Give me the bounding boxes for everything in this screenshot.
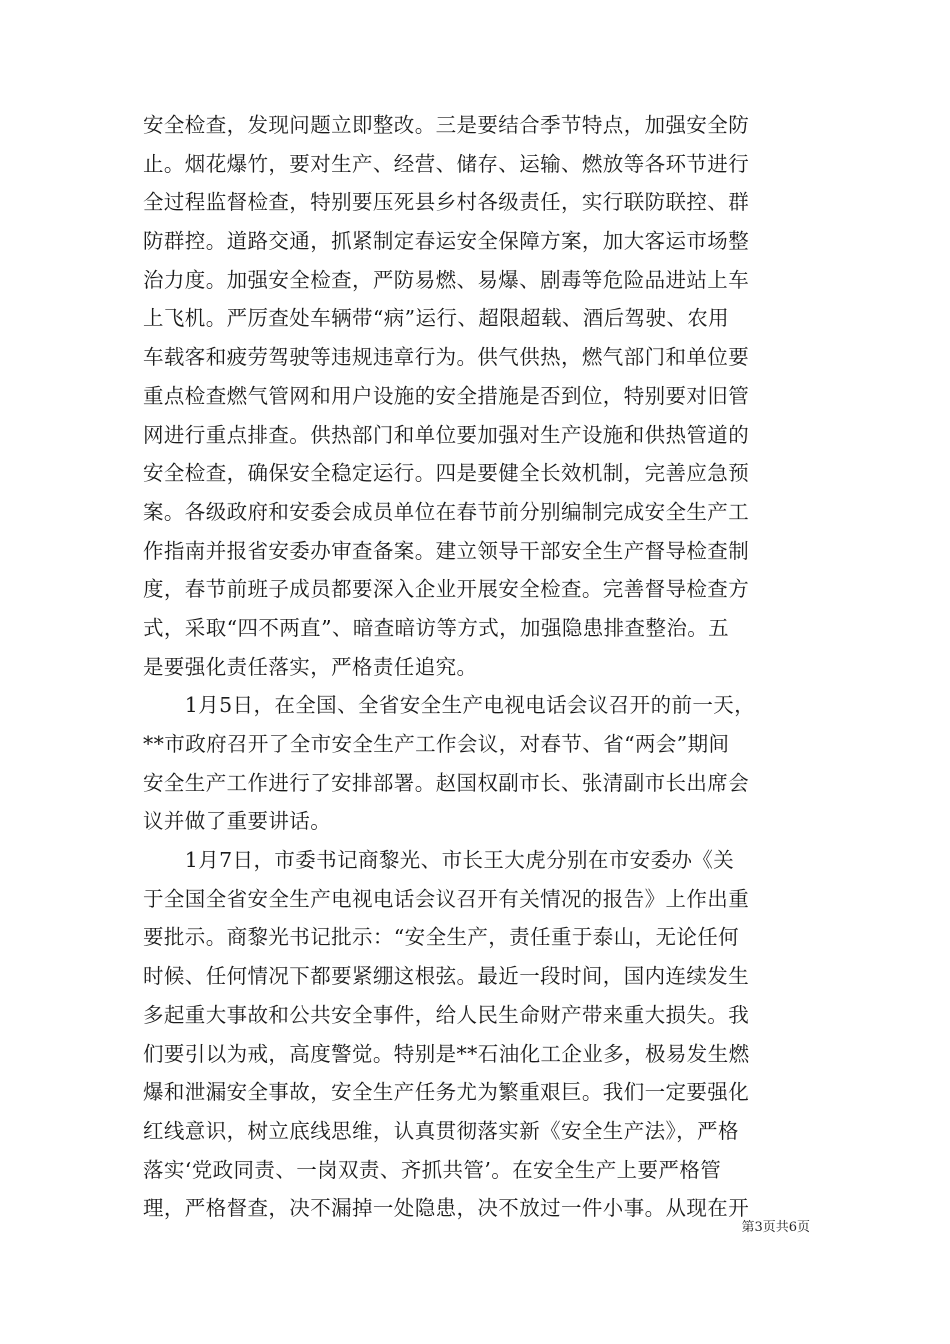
text-line: 理，严格督查，决不漏掉一处隐患，决不放过一件小事。从现在开 — [143, 1196, 750, 1221]
text-line: 落实‘党政同责、一岗双责、齐抓共管’。在安全生产上要严格管 — [143, 1157, 722, 1182]
text-line: 度，春节前班子成员都要深入企业开展安全检查。完善督导检查方 — [143, 577, 750, 602]
text-line: 治力度。加强安全检查，严防易燃、易爆、剧毒等危险品进站上车 — [143, 267, 750, 292]
text-line: 安全检查，确保安全稳定运行。四是要健全长效机制，完善应急预 — [143, 461, 750, 486]
text-line: 们要引以为戒，高度警觉。特别是**石油化工企业多，极易发生燃 — [143, 1041, 750, 1066]
text-line: 1月7日，市委书记商黎光、市长王大虎分别在市安委办《关 — [143, 848, 735, 873]
text-line: 1月5日，在全国、全省安全生产电视电话会议召开的前一天， — [143, 693, 756, 718]
text-line: 安全检查，发现问题立即整改。三是要结合季节特点，加强安全防 — [143, 113, 750, 137]
text-line: 防群控。道路交通，抓紧制定春运安全保障方案，加大客运市场整 — [143, 229, 750, 254]
text-line: 止。烟花爆竹，要对生产、经营、储存、运输、燃放等各环节进行 — [143, 151, 750, 176]
text-line: 案。各级政府和安委会成员单位在春节前分别编制完成安全生产工 — [143, 499, 750, 524]
text-line: 作指南并报省安委办审查备案。建立领导干部安全生产督导检查制 — [143, 538, 750, 563]
text-line: 时候、任何情况下都要紧绷这根弦。最近一段时间，国内连续发生 — [143, 964, 750, 989]
text-line: 式，采取“四不两直”、暗查暗访等方式，加强隐患排查整治。五 — [143, 615, 730, 640]
text-line: 是要强化责任落实，严格责任追究。 — [143, 654, 478, 679]
text-line: 议并做了重要讲话。 — [143, 809, 332, 834]
text-line: 重点检查燃气管网和用户设施的安全措施是否到位，特别要对旧管 — [143, 383, 750, 408]
text-line: 全过程监督检查，特别要压死县乡村各级责任，实行联防联控、群 — [143, 190, 750, 215]
text-line: 上飞机。严厉查处车辆带“病”运行、超限超载、酒后驾驶、农用 — [143, 306, 730, 331]
text-line: 安全生产工作进行了安排部署。赵国权副市长、张清副市长出席会 — [143, 770, 750, 795]
text-line: 爆和泄漏安全事故，安全生产任务尤为繁重艰巨。我们一定要强化 — [143, 1080, 750, 1105]
text-line: 要批示。商黎光书记批示：“安全生产，责任重于泰山，无论任何 — [143, 925, 740, 950]
text-line: 于全国全省安全生产电视电话会议召开有关情况的报告》上作出重 — [143, 886, 750, 911]
text-line: 车载客和疲劳驾驶等违规违章行为。供气供热，燃气部门和单位要 — [143, 345, 750, 370]
page-number: 第3页共6页 — [741, 1220, 810, 1235]
body-text — [143, 106, 809, 1228]
text-line: 红线意识，树立底线思维，认真贯彻落实新《安全生产法》，严格 — [143, 1118, 739, 1143]
text-line: 网进行重点排查。供热部门和单位要加强对生产设施和供热管道的 — [143, 422, 750, 447]
text-line: **市政府召开了全市安全生产工作会议，对春节、省“两会”期间 — [143, 732, 730, 756]
text-line: 多起重大事故和公共安全事件，给人民生命财产带来重大损失。我 — [143, 1002, 750, 1027]
